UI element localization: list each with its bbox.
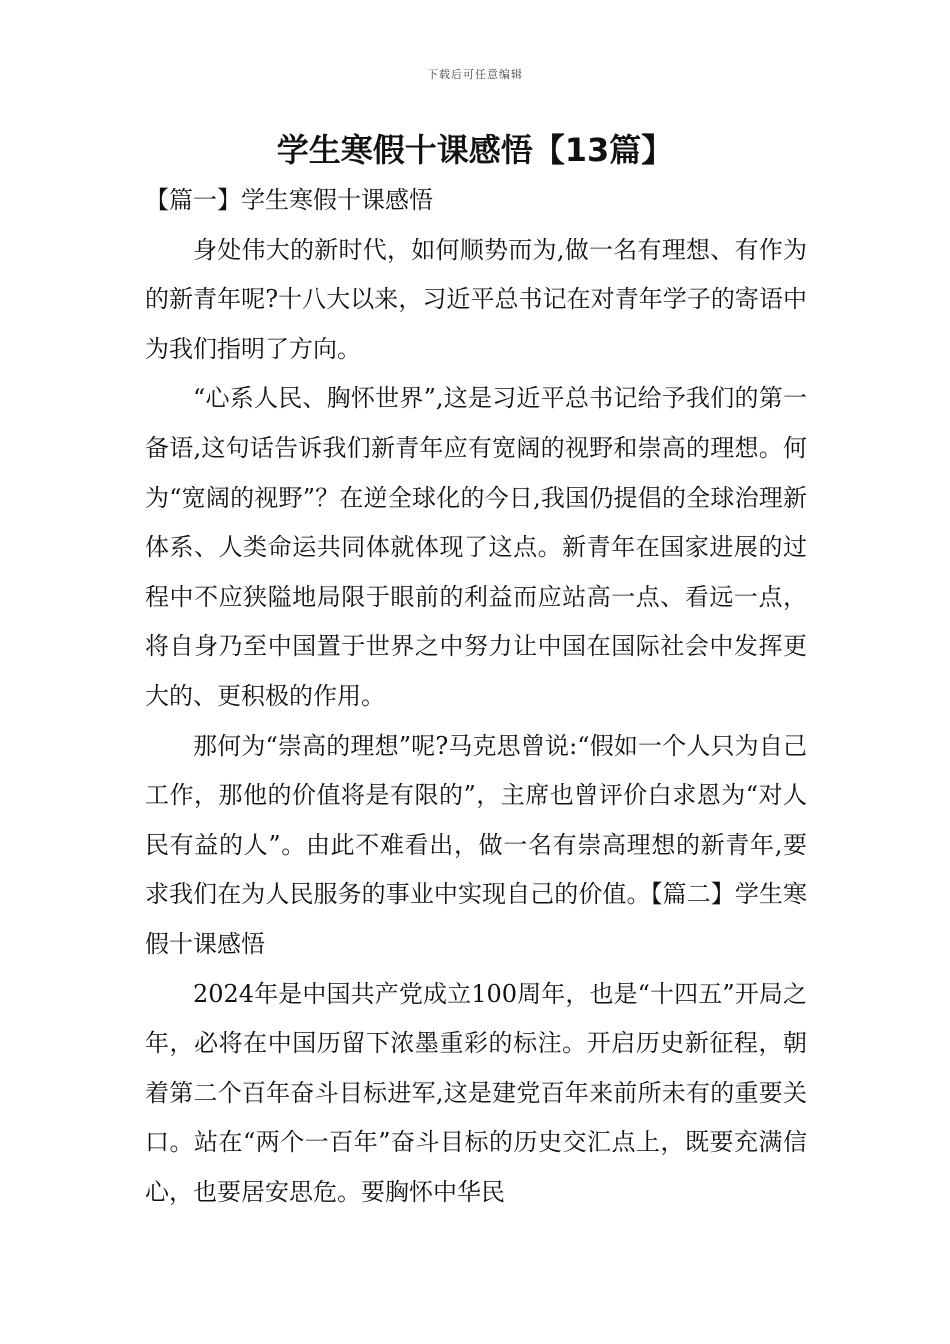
header-note: 下载后可任意编辑 bbox=[427, 68, 523, 81]
section-heading-2: 【篇二】学生寒假十课感悟 bbox=[145, 880, 808, 958]
document-title: 学生寒假十课感悟【13篇】 bbox=[276, 131, 674, 169]
section-heading-1: 【篇一】学生寒假十课感悟 bbox=[145, 186, 433, 214]
paragraph-text: 那何为“崇高的理想”呢?马克思曾说:“假如一个人只为自己工作，那他的价值将是有限的”，主席也曾评价白求恩为“对人民有益的人”。由此不难看出，做一名有崇高理想的新青年,要求我们在为人民服务的事业中实现自己的价值。 bbox=[145, 731, 807, 909]
paragraph bbox=[145, 722, 807, 970]
document-body bbox=[145, 176, 807, 1217]
paragraph: “心系人民、胸怀世界”,这是习近平总书记给予我们的第一备语,这句话告诉我们新青年应有宽阔的视野和崇高的理想。何为“宽阔的视野”？在逆全球化的今日,我国仍提倡的全球治理新体系、人类命运共同体就体现了这点。新青年在国家进展的过程中不应狭隘地局限于眼前的利益而应站高一点、看远一点，将自身乃至中国置于世界之中努力让中国在国际社会中发挥更大的、更积极的作用。 bbox=[145, 384, 807, 710]
paragraph: 2024年是中国共产党成立100周年，也是“十四五”开局之年，必将在中国历留下浓墨重彩的标注。开启历史新征程，朝着第二个百年奋斗目标进军,这是建党百年来前所未有的重要关口。站在“两个一百年”奋斗目标的历史交汇点上，既要充满信心，也要居安思危。要胸怀中华民 bbox=[145, 979, 807, 1206]
paragraph: 身处伟大的新时代，如何顺势而为,做一名有理想、有作为的新青年呢?十八大以来，习近平总书记在对青年学子的寄语中为我们指明了方向。 bbox=[145, 235, 807, 363]
